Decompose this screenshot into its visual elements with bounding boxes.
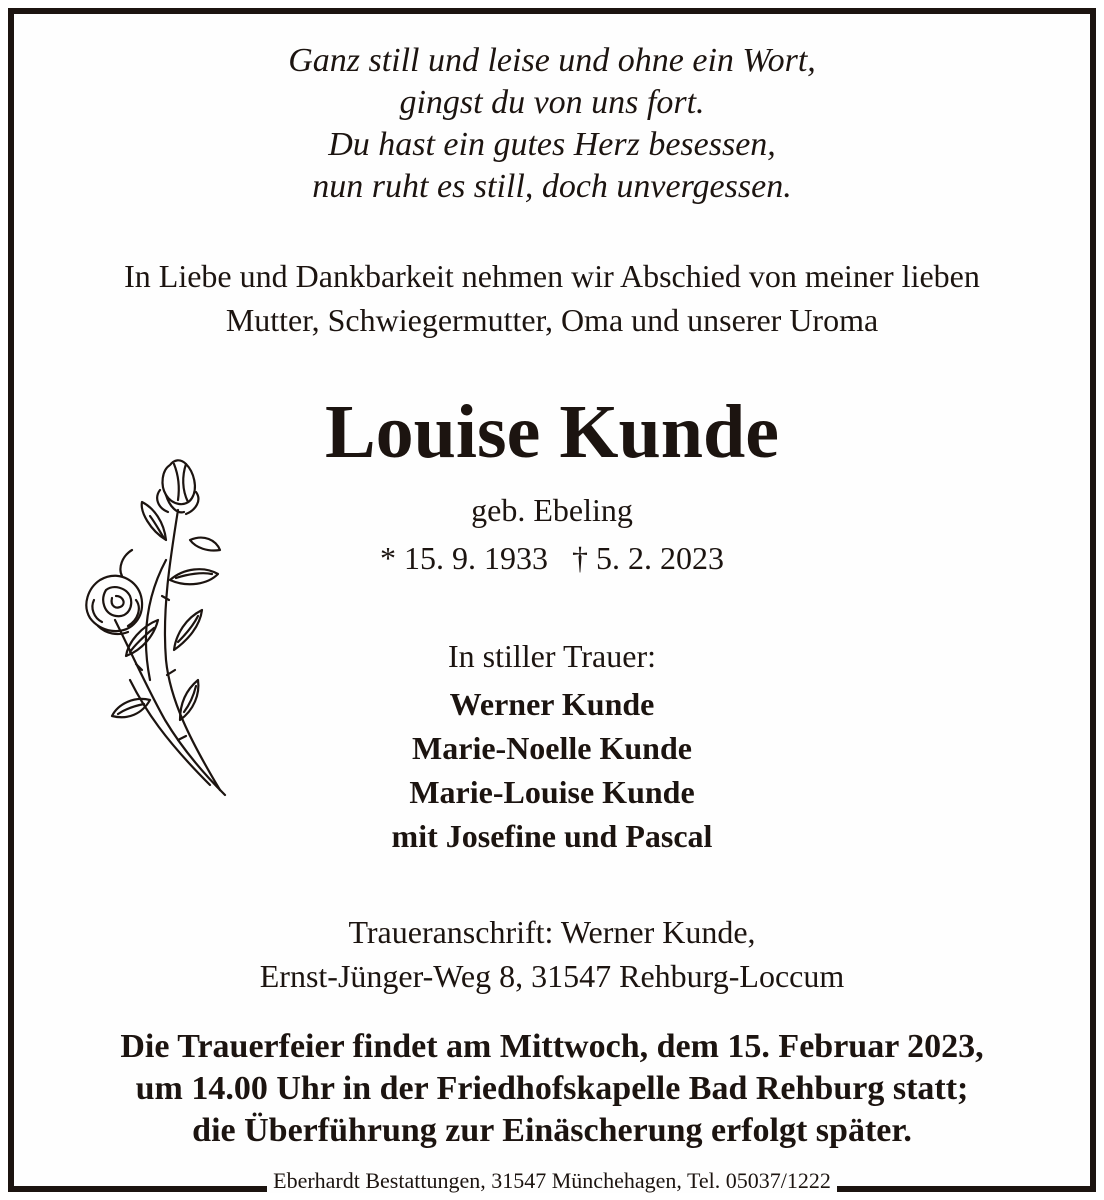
mourner-name-2: Marie-Noelle Kunde — [412, 730, 692, 766]
poem-line-3: Du hast ein gutes Herz besessen, — [328, 126, 776, 163]
poem-line-2: gingst du von uns fort. — [399, 84, 705, 121]
poem-line-1: Ganz still und leise und ohne ein Wort, — [288, 42, 816, 79]
undertaker-footer-text: Eberhardt Bestattungen, 31547 Münchehagen, Tel. 05037/1222 — [267, 1168, 837, 1193]
life-dates: * 15. 9. 1933 † 5. 2. 2023 — [380, 540, 724, 576]
address-line-2: Ernst-Jünger-Weg 8, 31547 Rehburg-Loccum — [259, 958, 845, 994]
poem-line-4: nun ruht es still, doch unvergessen. — [312, 168, 792, 205]
intro-line-2: Mutter, Schwiegermutter, Oma und unserer Uroma — [225, 302, 879, 338]
funeral-line-1: Die Trauerfeier findet am Mittwoch, dem 15. Februar 2023, — [120, 1028, 984, 1065]
intro-line-1: In Liebe und Dankbarkeit nehmen wir Abschied von meiner lieben — [124, 258, 980, 294]
mourners-heading: In stiller Trauer: — [448, 638, 656, 674]
deceased-name: Louise Kunde — [324, 390, 780, 474]
mourner-name-3: Marie-Louise Kunde — [409, 774, 695, 810]
mourner-name-4: mit Josefine und Pascal — [391, 818, 713, 854]
maiden-name: geb. Ebeling — [471, 492, 633, 528]
address-line-1: Traueranschrift: Werner Kunde, — [348, 914, 756, 950]
undertaker-footer — [0, 1166, 1104, 1196]
funeral-line-2: um 14.00 Uhr in der Friedhofskapelle Bad Rehburg statt; — [135, 1070, 969, 1107]
funeral-line-3: die Überführung zur Einäscherung erfolgt später. — [192, 1112, 912, 1149]
mourner-name-1: Werner Kunde — [449, 686, 655, 722]
